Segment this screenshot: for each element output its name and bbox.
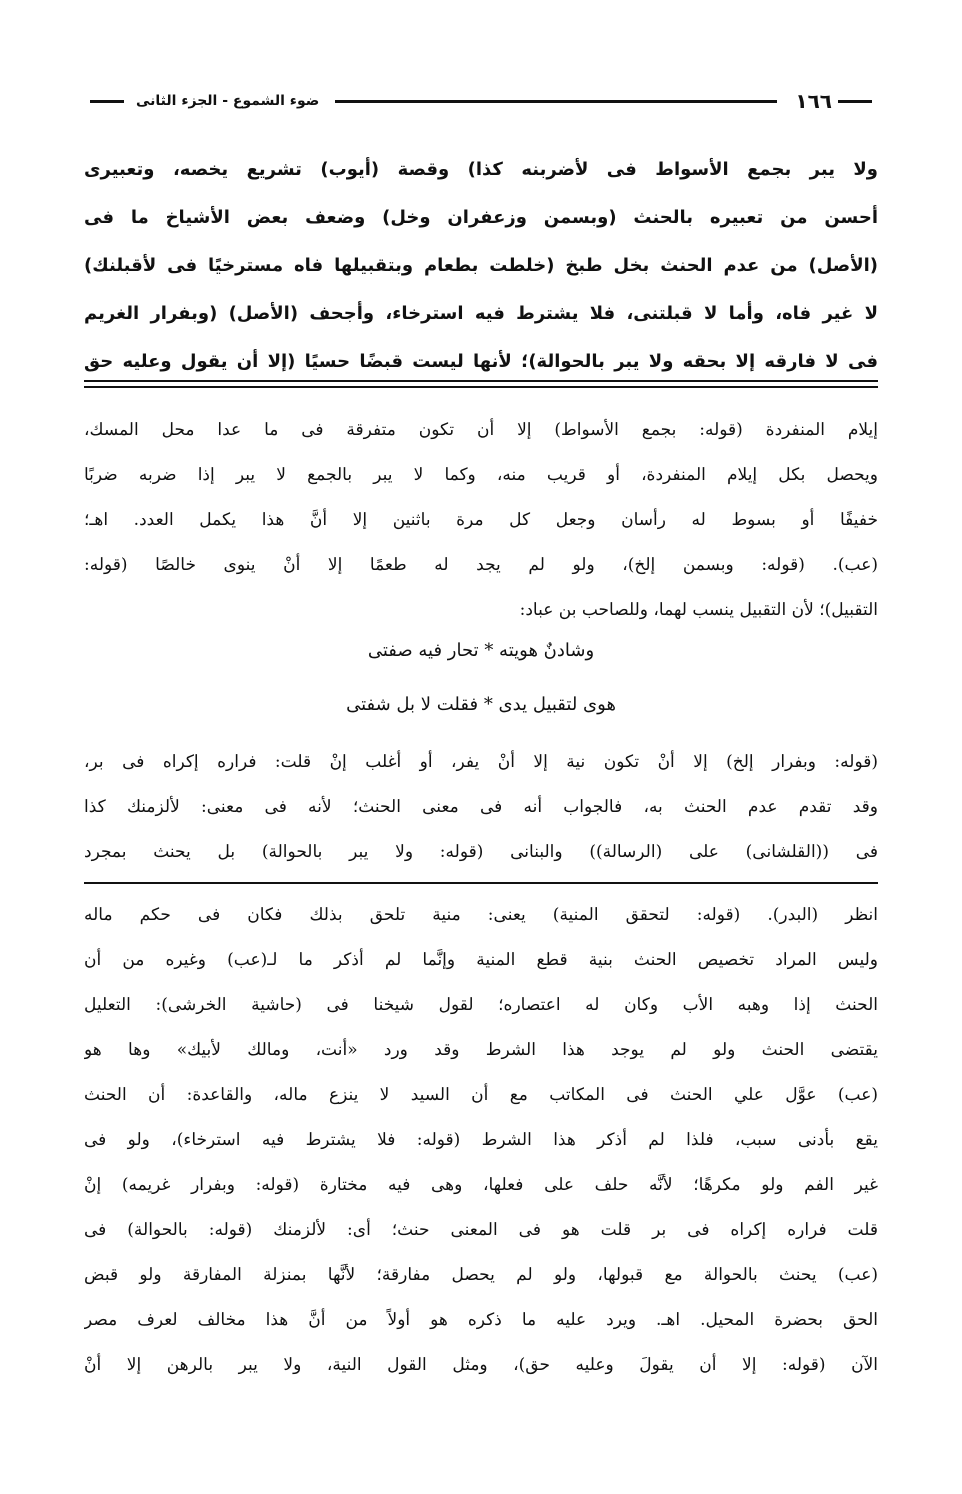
footnote-line: وليس المراد تخصيص الحنث بنية قطع المنية وإنَّما لم أذكر ما لـ(عب) وغيره من أن: [84, 950, 878, 970]
footnote-separator: [84, 882, 878, 884]
footnote-line: الحنث إذا وهبه الأب وكان له اعتصاره؛ لقول شيخنا فى (حاشية الخرشى): التعليل: [84, 995, 878, 1015]
footnote-block-2: [84, 740, 878, 875]
footnote-line: الحق بحضرة المحيل. اهـ. ويرد عليه ما ذكره هو أولاً من أنَّ هذا مخالف لعرف مصر: [84, 1310, 878, 1330]
main-line: لا غير فاه، وأما لا قبلتنى، فلا يشترط فيه استرخاء، وأجحف (الأصل) (وبفرار الغريم: [84, 303, 878, 324]
main-text: [84, 146, 878, 386]
footnote-line: ويحصل بكل إيلام المنفردة، أو قريب منه، وكما لا يبر بالجمع لا يبر إذا ضربه ضربًا: [84, 465, 878, 485]
footnote-line: خفيفًا أو بسوط له رأسان وجعل كل مرة باثنين إلا أنَّ هذا يكمل العدد. اهـ؛: [84, 510, 878, 530]
footnote-line: الآن (قوله: إلا أن يقولَ وعليه حق)، ومثل القول النية، ولا يبر بالرهن إلا أنْ: [84, 1355, 878, 1375]
poem-verse: هوى لتقبيل يدى * فقلت لا بل شفتى: [346, 694, 616, 715]
main-line: أحسن من تعبيره بالحنث (وبسمن وزعفران وخل) وضعف بعض الأشياخ ما فى: [84, 207, 878, 228]
main-line: ولا يبر بجمع الأسواط فى لأضربنه كذا) وقصة (أيوب) تشريع يخصه، وتعبيرى: [84, 159, 878, 180]
main-line: فى لا فارقه إلا بحقه ولا يبر بالحوالة)؛ لأنها ليست قبضًا حسيًا (إلا أن يقول وعليه حق: [84, 351, 878, 372]
page-header: [84, 86, 878, 116]
footnote-line: (عب) عوَّل علي الحنث فى المكاتب مع أن السيد لا ينزع ماله، والقاعدة: أن الحنث: [84, 1085, 878, 1105]
footnote-block-1: [84, 408, 878, 633]
footnote-block-3: [84, 893, 878, 1388]
header-rule: [335, 100, 777, 103]
footnote-line: غير الفم ولو مكرهًا؛ لأنَّه حلف على فعلها، وهى فيه مختارة (قوله: وبفرار غريمه) إنْ: [84, 1175, 878, 1195]
book-title: ضوء الشموع - الجزء الثانى: [136, 93, 320, 109]
page-number: ١٦٦: [795, 89, 832, 113]
main-footnote-separator: [84, 380, 878, 388]
footnote-line: قلت فراره إكراه فى بر قلت هو فى المعنى حنث؛ أى: لألزمنك (قوله: بالحوالة) فى: [84, 1220, 878, 1240]
footnote-line: (عب). (قوله: وبسمن إلخ)، ولو لم يجد له طعمًا إلا أنْ ينوى خالصًا (قوله:: [84, 555, 878, 575]
header-dash: [90, 100, 124, 103]
footnote-line: التقبيل)؛ لأن التقبيل ينسب لهما، وللصاحب بن عباد:: [519, 600, 878, 620]
footnote-line: وقد تقدم عدم الحنث به، فالجواب أنه فى معنى الحنث؛ لأنه فى معنى: لألزمنك كذا: [84, 797, 878, 817]
footnote-line: إيلام المنفردة (قوله: بجمع الأسواط) إلا أن تكون متفرقة فى ما عدا محل المسك،: [84, 420, 878, 440]
header-dash: [838, 100, 872, 103]
footnote-line: يقتضى الحنث ولو لم يوجد هذا الشرط وقد ورد «أنت، ومالك لأبيك» وها هو: [84, 1040, 878, 1060]
footnote-line: فى ((القلشانى) على (الرسالة)) والبنانى (قوله: ولا يبر بالحوالة) بل يحنث بمجرد: [84, 842, 878, 862]
main-line: (الأصل) من عدم الحنث بخل طبخ (خلطت بطعام وبتقبيلها فاه مسترخيًا فى لأقبلنك): [84, 255, 878, 276]
footnote-line: انظر (البدر). (قوله: لتحقق المنية) يعنى: منية تلحق بذلك فكان فى حكم ماله: [84, 905, 878, 925]
footnote-line: (قوله: وبفرار إلخ) إلا أنْ تكون نية إلا أنْ يفر، أو أغلب إنْ قلت: فراره إكراه فى بر،: [84, 752, 878, 772]
footnote-line: (عب) يحنث بالحوالة مع قبولها، ولو لم يحصل مفارقة؛ لأنَّها بمنزلة المفارقة ولو قبض: [84, 1265, 878, 1285]
poem-verse: وشادنٌ هويته * تحار فيه صفتى: [367, 640, 595, 661]
footnote-line: يقع بأدنى سبب، فلذا لم أذكر هذا الشرط (قوله: فلا يشترط فيه استرخاء)، ولو فى: [84, 1130, 878, 1150]
